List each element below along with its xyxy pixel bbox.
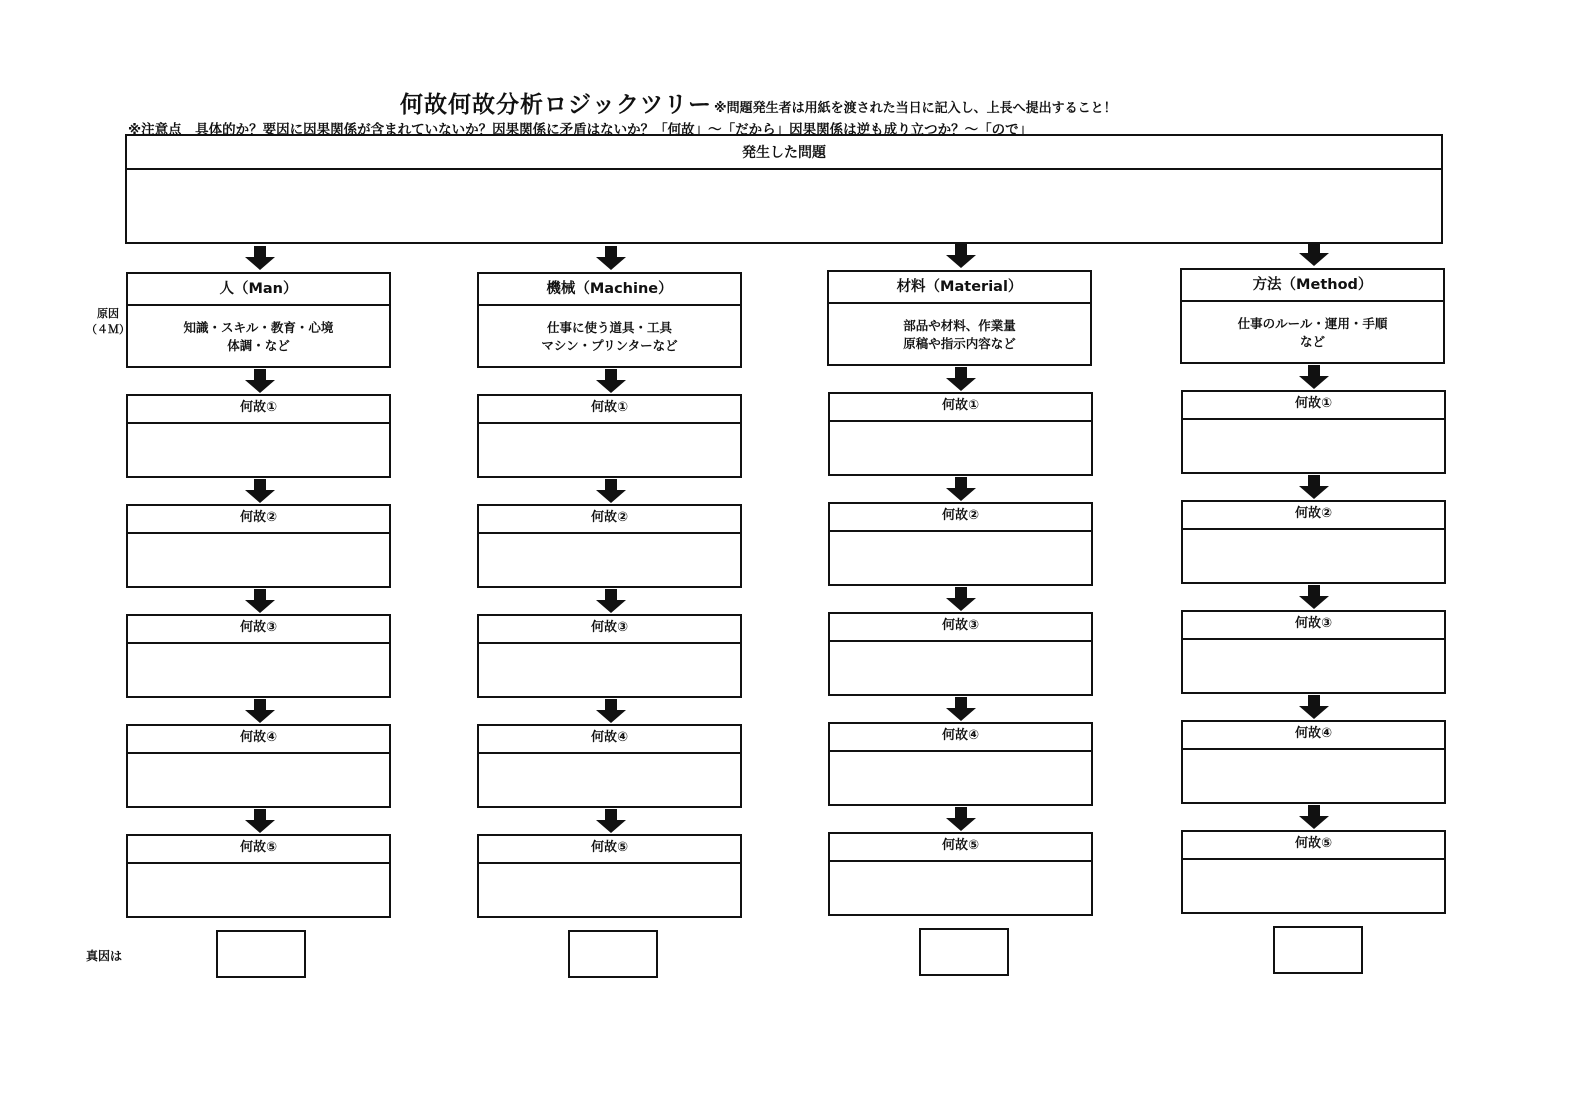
category-title: 人（Man） xyxy=(128,274,389,306)
category-desc-line: など xyxy=(1299,334,1325,349)
category-desc-line: 知識・スキル・教育・心境 xyxy=(183,320,334,335)
down-arrow-icon xyxy=(596,589,626,613)
why-header: 何故④ xyxy=(479,726,740,754)
cause-label-line2: （４Ｍ） xyxy=(86,323,130,336)
category-title: 材料（Material） xyxy=(829,272,1090,304)
down-arrow-icon xyxy=(245,479,275,503)
down-arrow-icon xyxy=(946,697,976,721)
down-arrow-icon xyxy=(245,809,275,833)
category-description xyxy=(128,306,389,355)
down-arrow-icon xyxy=(596,699,626,723)
true-cause-box-material[interactable] xyxy=(919,928,1009,976)
title-line xyxy=(400,86,1117,119)
why-box-method-3[interactable] xyxy=(1181,610,1446,694)
why-header: 何故① xyxy=(479,396,740,424)
category-desc-line: 原稿や指示内容など xyxy=(903,336,1016,351)
why-header: 何故② xyxy=(479,506,740,534)
why-box-man-3[interactable] xyxy=(126,614,391,698)
category-desc-line: 部品や材料、作業量 xyxy=(903,318,1016,333)
why-box-material-3[interactable] xyxy=(828,612,1093,696)
category-box-method xyxy=(1180,268,1445,364)
true-cause-label: 真因は xyxy=(86,949,123,963)
down-arrow-icon xyxy=(245,699,275,723)
down-arrow-icon xyxy=(946,477,976,501)
why-header: 何故② xyxy=(830,504,1091,532)
why-header: 何故① xyxy=(830,394,1091,422)
category-description xyxy=(829,304,1090,353)
why-box-man-2[interactable] xyxy=(126,504,391,588)
down-arrow-icon xyxy=(1299,585,1329,609)
down-arrow-icon xyxy=(596,479,626,503)
why-box-material-1[interactable] xyxy=(828,392,1093,476)
down-arrow-icon xyxy=(1299,805,1329,829)
why-box-machine-4[interactable] xyxy=(477,724,742,808)
category-desc-line: 体調・など xyxy=(227,338,290,353)
down-arrow-icon xyxy=(1299,242,1329,266)
why-header: 何故③ xyxy=(128,616,389,644)
down-arrow-icon xyxy=(1299,365,1329,389)
category-box-machine xyxy=(477,272,742,368)
problem-box[interactable] xyxy=(125,134,1443,244)
why-box-machine-2[interactable] xyxy=(477,504,742,588)
category-box-material xyxy=(827,270,1092,366)
why-header: 何故⑤ xyxy=(479,836,740,864)
why-box-man-5[interactable] xyxy=(126,834,391,918)
why-box-machine-3[interactable] xyxy=(477,614,742,698)
why-header: 何故③ xyxy=(830,614,1091,642)
why-header: 何故① xyxy=(128,396,389,424)
down-arrow-icon xyxy=(245,246,275,270)
why-box-material-2[interactable] xyxy=(828,502,1093,586)
category-desc-line: マシン・プリンターなど xyxy=(541,338,678,353)
down-arrow-icon xyxy=(596,809,626,833)
category-title: 機械（Machine） xyxy=(479,274,740,306)
why-box-man-1[interactable] xyxy=(126,394,391,478)
category-description xyxy=(1182,302,1443,351)
down-arrow-icon xyxy=(946,367,976,391)
why-box-man-4[interactable] xyxy=(126,724,391,808)
why-box-machine-1[interactable] xyxy=(477,394,742,478)
down-arrow-icon xyxy=(596,246,626,270)
why-header: 何故⑤ xyxy=(1183,832,1444,860)
why-header: 何故④ xyxy=(128,726,389,754)
why-header: 何故① xyxy=(1183,392,1444,420)
down-arrow-icon xyxy=(946,244,976,268)
cause-4m-label xyxy=(86,306,130,338)
caution-note: ※注意点 具体的か？要因に因果関係が含まれていないか？因果関係に矛盾はないか？「何故」～「だから」因果関係は逆も成り立つか？～「ので」 xyxy=(128,122,1033,138)
true-cause-box-method[interactable] xyxy=(1273,926,1363,974)
category-desc-line: 仕事に使う道具・工具 xyxy=(546,320,672,335)
category-title: 方法（Method） xyxy=(1182,270,1443,302)
down-arrow-icon xyxy=(1299,475,1329,499)
why-header: 何故⑤ xyxy=(830,834,1091,862)
why-box-method-2[interactable] xyxy=(1181,500,1446,584)
down-arrow-icon xyxy=(1299,695,1329,719)
true-cause-box-man[interactable] xyxy=(216,930,306,978)
why-header: 何故③ xyxy=(479,616,740,644)
why-box-method-4[interactable] xyxy=(1181,720,1446,804)
down-arrow-icon xyxy=(946,807,976,831)
why-header: 何故② xyxy=(128,506,389,534)
why-box-material-4[interactable] xyxy=(828,722,1093,806)
down-arrow-icon xyxy=(245,369,275,393)
why-box-method-5[interactable] xyxy=(1181,830,1446,914)
cause-label-line1: 原因 xyxy=(97,307,119,320)
why-header: 何故⑤ xyxy=(128,836,389,864)
down-arrow-icon xyxy=(946,587,976,611)
why-header: 何故② xyxy=(1183,502,1444,530)
why-header: 何故④ xyxy=(830,724,1091,752)
category-desc-line: 仕事のルール・運用・手順 xyxy=(1237,316,1388,331)
why-box-material-5[interactable] xyxy=(828,832,1093,916)
why-box-method-1[interactable] xyxy=(1181,390,1446,474)
why-header: 何故④ xyxy=(1183,722,1444,750)
problem-header: 発生した問題 xyxy=(127,136,1441,170)
why-header: 何故③ xyxy=(1183,612,1444,640)
category-box-man xyxy=(126,272,391,368)
submission-note: ※問題発生者は用紙を渡された当日に記入し、上長へ提出すること！ xyxy=(714,101,1117,116)
page-title: 何故何故分析ロジックツリー xyxy=(400,92,712,118)
down-arrow-icon xyxy=(245,589,275,613)
why-box-machine-5[interactable] xyxy=(477,834,742,918)
category-description xyxy=(479,306,740,355)
true-cause-box-machine[interactable] xyxy=(568,930,658,978)
down-arrow-icon xyxy=(596,369,626,393)
